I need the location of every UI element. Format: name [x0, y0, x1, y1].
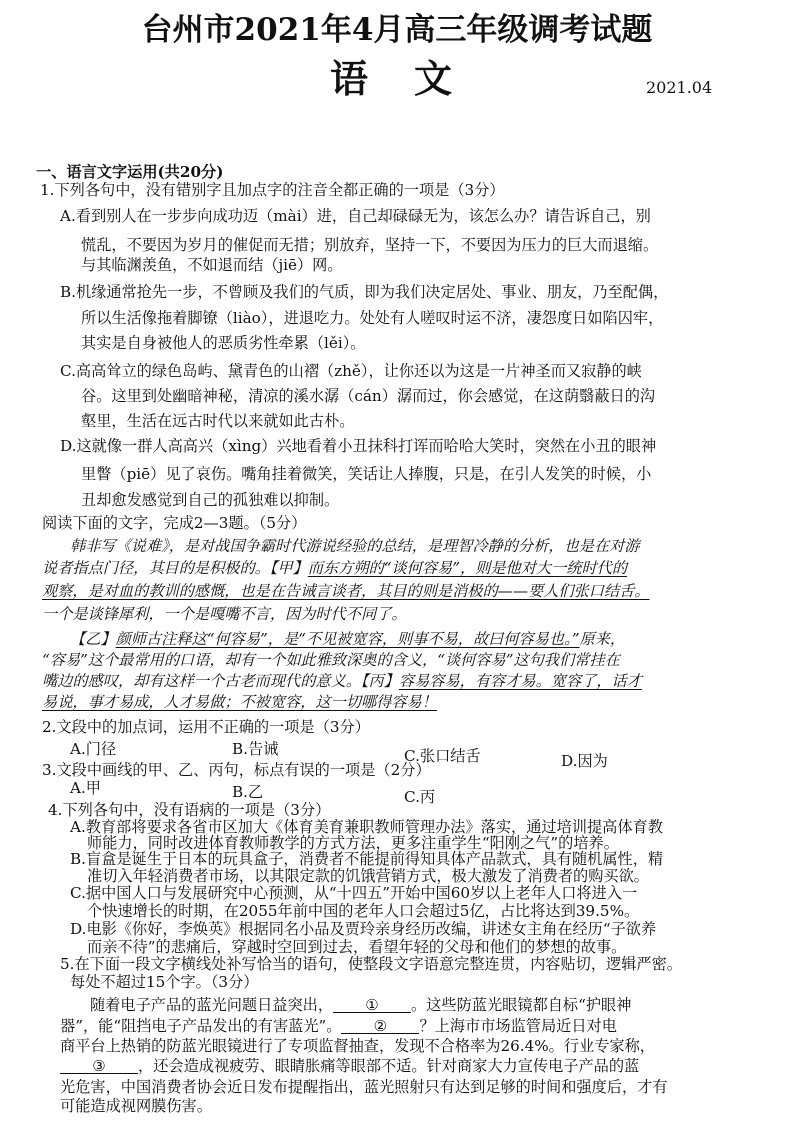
q1-option-d-line2: 里瞥（piē）见了哀伤。嘴角挂着微笑，笑话让人捧腹，只是，在引人发笑的时候，小: [81, 465, 652, 483]
q3-option-c: C.丙: [404, 788, 436, 806]
q3-stem: 3.文段中画线的甲、乙、丙句，标点有误的一项是（2分）: [42, 761, 431, 779]
q1-stem: 1.下列各句中，没有错别字且加点字的注音全都正确的一项是（3分）: [40, 181, 505, 199]
q1-option-c-line1: C.高高耸立的绿色岛屿、黛青色的山褶（zhě），让你还以为这是一片神圣而又寂静的峡: [60, 362, 642, 380]
q4-stem: 4.下列各句中，没有语病的一项是（3分）: [48, 801, 331, 819]
q5-blank-1[interactable]: ①: [333, 996, 411, 1013]
q1-option-d-line1: D.这就像一群人高高兴（xìng）兴地看着小丑抹科打诨而哈哈大笑时，突然在小丑的眼神: [60, 437, 657, 455]
q2-stem: 2.文段中的加点词，运用不正确的一项是（3分）: [42, 718, 370, 736]
q4-line-5: C.据中国人口与发展研究中心预测，从“十四五”开始中国60岁以上老年人口将进入一: [70, 884, 638, 902]
q1-option-a-line3: 与其临渊羡鱼，不如退而结（jiē）网。: [81, 256, 343, 274]
passage-jia-underlined: 而东方朔的“谈何容易”，则是他对大一统时代的: [307, 559, 628, 577]
passage-yi-tail: 原来，: [579, 630, 626, 648]
q5-blank-2[interactable]: ②: [341, 1017, 419, 1034]
q1-option-b-line3: 其实是自身被他人的恶质劣性牵累（lěi）。: [81, 334, 366, 352]
q4-line-4: 准切入年轻消费者市场，以其限定款的饥饿营销方式，极大激发了消费者的购买欲。: [87, 867, 649, 885]
q1-option-b-line1: B.机缘通常抢先一步，不曾顾及我们的气质，即为我们决定居处、事业、朋友，乃至配偶，: [60, 283, 669, 301]
q5-blank-3[interactable]: ③: [60, 1057, 138, 1074]
exam-date: 2021.04: [646, 78, 713, 97]
q5-stem-line1: 5.在下面一段文字横线处补写恰当的语句，使整段文字语意完整连贯，内容贴切，逻辑严密。: [60, 955, 682, 973]
passage-yi-underlined: 颜师古注释这“何容易”，是“不见被宽容，则事不易，故曰何容易也。”: [115, 630, 580, 648]
q4-line-6: 个快速增长的时期，在2055年前中国的老年人口会超过5亿，占比将达到39.5%。: [87, 902, 640, 920]
q4-line-2: 师能力，同时改进体育教师教学的方式方法，更多注重学生“阳刚之气”的培养。: [87, 834, 619, 852]
passage-yi-marker: 【乙】: [70, 630, 116, 648]
q4-line-7: D.电影《你好，李焕英》根据同名小品及贾玲亲身经历改编，讲述女主角在经历“子欲养: [70, 920, 657, 938]
q1-option-b-line2: 所以生活像拖着脚镣（liào），进退吃力。处处有人嗟叹时运不济，凄怨度日如陷囚牢，: [81, 309, 664, 327]
q5-passage-line3: 商平台上热销的防蓝光眼镜进行了专项监督抽查，发现不合格率为26.4%。行业专家称，: [60, 1037, 655, 1055]
reading-intro: 阅读下面的文字，完成2—3题。（5分）: [42, 514, 307, 532]
q5-passage-line2: 器”，能“阻挡电子产品发出的有害蓝光”。 ② ？上海市市场监管局近日对电: [60, 1017, 617, 1035]
passage-line-6: “容易”这个最常用的口语，却有一个如此雅致深奥的含义，“谈何容易”这句我们常挂在: [42, 651, 620, 669]
q1-option-a-line1: A.看到别人在一步步向成功迈（mài）进，自己却碌碌无为，该怎么办？请告诉自己，别: [60, 207, 651, 225]
q5-passage-line4: ③ ，还会造成视疲劳、眼睛胀痛等眼部不适。针对商家大力宣传电子产品的蓝: [60, 1057, 639, 1075]
q1-option-c-line2: 谷。这里到处幽暗神秘，清凉的溪水潺（cán）潺而过，你会感觉，在这荫翳蔽日的沟: [81, 387, 656, 405]
q2-option-a: A.门径: [70, 740, 117, 758]
q4-line-3: B.盲盒是诞生于日本的玩具盒子，消费者不能提前得知具体产品款式，具有随机属性，精: [70, 850, 664, 868]
passage-bing-underlined: 容易容易，有容才易。宽容了，话才: [398, 672, 642, 690]
passage-line-2: [42, 559, 627, 577]
q2-option-b: B.告诫: [232, 740, 279, 758]
q2-option-d: D.因为: [561, 752, 608, 770]
passage-line-4: 一个是谈锋犀利，一个是嘎嘴不言，因为时代不同了。: [42, 605, 407, 623]
q3-option-b: B.乙: [232, 783, 264, 801]
q4-line-1: A.教育部将要求各省市区加大《体育美育兼职教师管理办法》落实，通过培训提高体育教: [70, 818, 663, 836]
q5-passage-line1: 随着电子产品的蓝光问题日益突出， ① 。这些防蓝光眼镜都自标“护眼神: [90, 996, 632, 1014]
passage-line-1: 韩非写《说难》，是对战国争霸时代游说经验的总结，是理智冷静的分析，也是在对游: [70, 537, 640, 555]
passage-line-8: 易说，事才易成，人才易做；不被宽容，这一切哪得容易！: [42, 693, 437, 711]
q5-passage-line6: 可能造成视网膜伤害。: [60, 1097, 212, 1115]
passage-jia-marker: 说者指点门径，其目的是积极的。【甲】: [42, 559, 308, 577]
passage-line-3: 观察，是对血的教训的感慨，也是在告诫言谈者，其目的则是消极的——要人们张口结舌。: [42, 582, 650, 600]
passage-line-5: [70, 630, 625, 648]
section-heading: 一、语言文字运用(共20分): [36, 163, 224, 181]
q1-option-c-line3: 壑里，生活在远古时代以来就如此古朴。: [81, 412, 355, 430]
q3-option-a: A.甲: [70, 779, 101, 797]
passage-bing-marker: 嘴边的感叹，却有这样一个古老而现代的意义。【丙】: [42, 672, 399, 690]
q1-option-a-line2: 慌乱，不要因为岁月的催促而无措；别放弃，坚持一下，不要因为压力的巨大而退缩。: [81, 236, 659, 254]
q4-line-8: 而亲不待”的悲痛后，穿越时空回到过去，看望年轻的父母和他们的梦想的故事。: [87, 938, 627, 956]
subject-title: 语文: [330, 56, 499, 101]
passage-line-7: [42, 672, 642, 690]
exam-title: 台州市2021年4月高三年级调考试题: [141, 12, 653, 48]
q2-option-c: C.张口结舌: [404, 747, 481, 765]
q1-option-d-line3: 丑却愈发感觉到自己的孤独难以抑制。: [81, 491, 340, 509]
q5-stem-line2: 每处不超过15个字。（3分）: [70, 973, 259, 991]
q5-passage-line5: 光危害，中国消费者协会近日发布提醒指出，蓝光照射只有达到足够的时间和强度后，才有: [60, 1078, 668, 1096]
